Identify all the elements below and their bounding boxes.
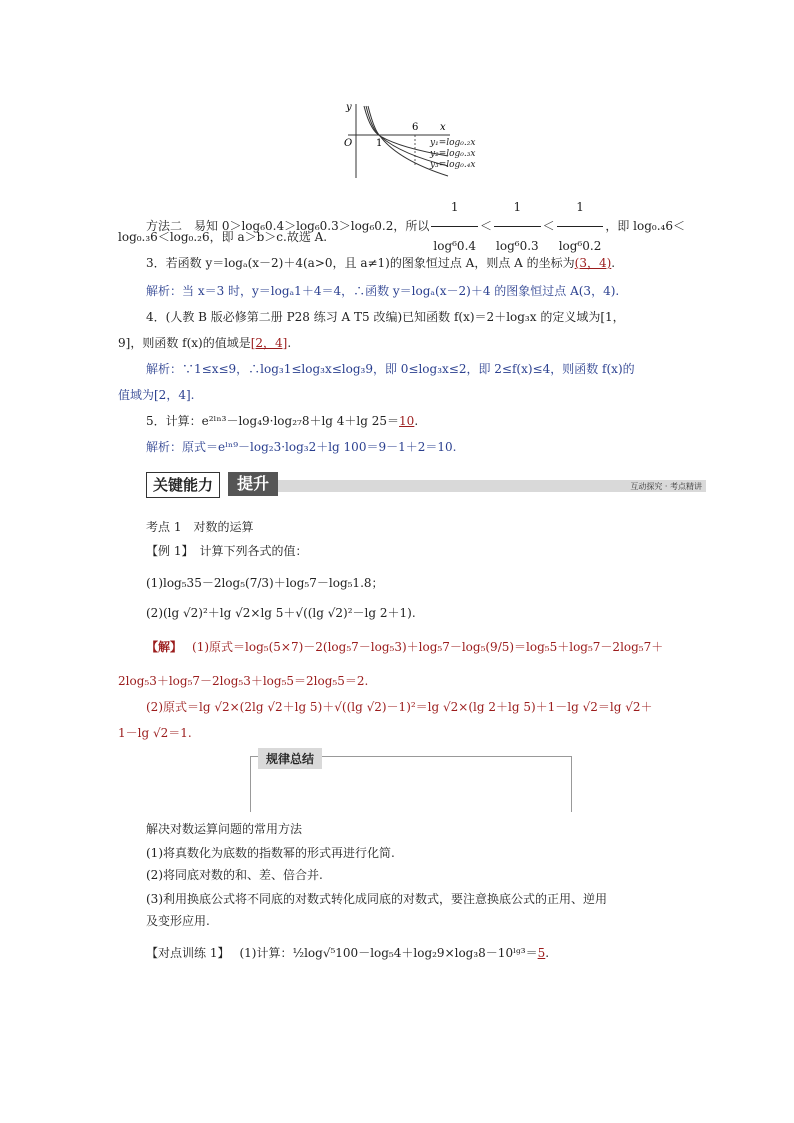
summary-tag: 规律总结	[258, 748, 322, 769]
fraction-3-den: log⁶0.2	[558, 239, 602, 253]
method-two-text: 方法二 易知 0＞log₆0.4＞log₆0.3＞log₆0.2，所以	[146, 219, 430, 233]
question-3-solution: 解析：当 x＝3 时，y＝logₐ1＋4＝4，∴函数 y＝logₐ(x－2)＋4 的图象恒过点 A(3，4).	[146, 284, 620, 298]
topic-title: 考点 1 对数的运算	[146, 520, 254, 534]
solution-part-1-a: (1)原式＝log₅(5×7)－2(log₅7－log₅3)＋log₅7－log₅(9/5)＝log₅5＋log₅7－2log₅7＋	[192, 640, 664, 654]
practice-end: .	[545, 946, 550, 960]
question-4-solution-2: 值域为[2，4].	[118, 388, 195, 402]
solution-line-1	[146, 638, 663, 656]
question-5-text: 5．计算：e²ˡⁿ³－log₄9·log₂₇8＋lg 4＋lg 25＝	[146, 414, 400, 428]
banner-label: 关键能力	[146, 472, 220, 498]
banner-right-text: 互动探究 · 考点精讲	[630, 482, 702, 491]
question-4-line-2	[118, 334, 291, 352]
curve-labels	[430, 138, 475, 171]
fraction-2-den: log⁶0.3	[496, 239, 539, 253]
question-4-end: .	[287, 336, 292, 350]
origin-label: O	[344, 138, 353, 149]
practice-label: 【对点训练 1】	[146, 946, 230, 960]
fraction-3-num: 1	[557, 188, 604, 227]
curve-label-1: y₁=log₀.₂x	[430, 138, 476, 148]
question-4-answer: [2，4]	[250, 336, 288, 350]
summary-method-2: (2)将同底对数的和、差、倍合并.	[146, 868, 323, 882]
lt-1: ＜	[480, 219, 493, 233]
banner-label-highlight: 提升	[228, 472, 278, 496]
method-two-conclusion: ，即 log₀.₄6＜	[605, 219, 685, 233]
curve-label-2: y₂=log₀.₃x	[430, 149, 476, 159]
example-title: 【例 1】 计算下列各式的值：	[146, 544, 308, 558]
fraction-2-num: 1	[494, 188, 541, 227]
summary-method-3-b: 及变形应用.	[146, 914, 210, 928]
question-5	[146, 412, 418, 430]
method-two-line-2: log₀.₃6＜log₀.₂6，即 a＞b＞c.故选 A.	[118, 230, 328, 244]
practice-line	[146, 944, 549, 962]
summary-method-1: (1)将真数化为底数的指数幂的形式再进行化简.	[146, 846, 395, 860]
question-4-text: 9]，则函数 f(x)的值域是	[118, 336, 251, 350]
example-part-2: (2)(lg √2)²＋lg √2×lg 5＋√((lg √2)²－lg 2＋1).	[146, 606, 416, 620]
question-3	[146, 254, 615, 272]
y-axis-label: y	[346, 102, 352, 113]
section-banner	[146, 472, 706, 496]
question-3-end: .	[611, 256, 616, 270]
summary-method-3-a: (3)利用换底公式将不同底的对数式转化成同底的对数式，要注意换底公式的正用、逆用	[146, 892, 608, 906]
question-5-solution: 解析：原式＝eˡⁿ⁹－log₂3·log₃2＋lg 100＝9－1＋2＝10.	[146, 440, 457, 454]
practice-text: (1)计算：½log√⁵100－log₅4＋log₂9×log₃8－10ˡᵍ³＝	[239, 946, 538, 960]
practice-answer: 5	[537, 946, 546, 960]
solution-tag: 【解】	[146, 640, 183, 654]
question-4-line-1: 4．(人教 B 版必修第二册 P28 练习 A T5 改编)已知函数 f(x)＝2＋log₃x 的定义域为[1，	[146, 310, 625, 324]
solution-line-4: 1－lg √2＝1.	[118, 726, 192, 740]
lt-2: ＜	[542, 219, 555, 233]
solution-line-2: 2log₅3＋log₅7－2log₅3＋log₅5＝2log₅5＝2.	[118, 674, 369, 688]
question-3-text: 3．若函数 y＝logₐ(x－2)＋4(a>0，且 a≠1)的图象恒过点 A，则点 A 的坐标为	[146, 256, 575, 270]
question-5-end: .	[414, 414, 419, 428]
curve-label-3: y₃=log₀.₄x	[430, 160, 476, 170]
question-4-solution-1: 解析：∵1≤x≤9，∴log₃1≤log₃x≤log₃9，即 0≤log₃x≤2，即 2≤f(x)≤4，则函数 f(x)的	[146, 362, 635, 376]
summary-title: 解决对数运算问题的常用方法	[146, 822, 303, 836]
solution-line-3: (2)原式＝lg √2×(2lg √2＋lg 5)＋√((lg √2)－1)²＝lg √2×(lg 2＋lg 5)＋1－lg √2＝lg √2＋	[146, 700, 653, 714]
fraction-1-den: log⁶0.4	[433, 239, 477, 253]
question-5-answer: 10	[399, 414, 415, 428]
tick-1: 1	[376, 138, 383, 149]
fraction-1-num: 1	[431, 188, 478, 227]
x-axis-label: x	[440, 122, 446, 133]
example-part-1: (1)log₅35－2log₅(7/3)＋log₅7－log₅1.8；	[146, 576, 384, 590]
tick-6: 6	[412, 122, 419, 133]
question-3-answer: (3，4)	[574, 256, 612, 270]
